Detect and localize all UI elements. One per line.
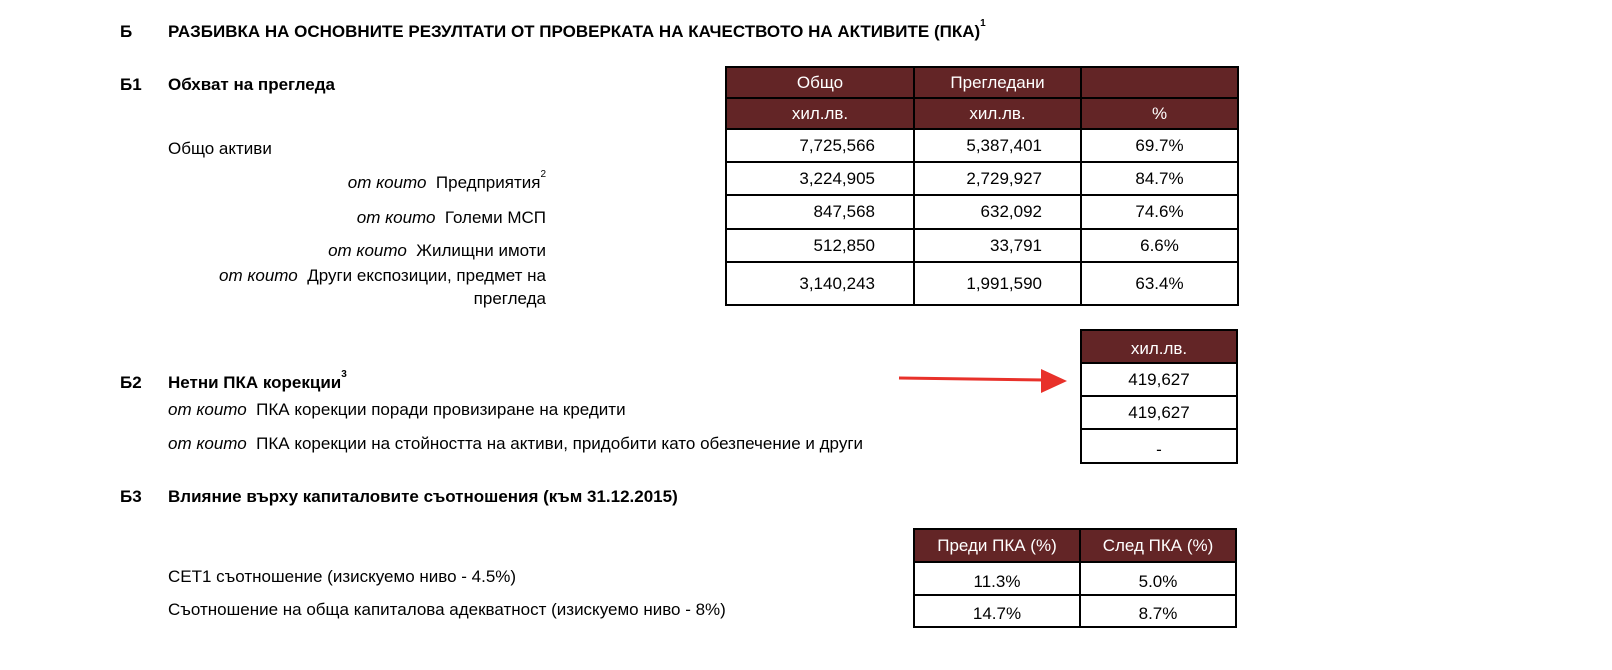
- b1-cell-total: 7,725,566: [726, 129, 914, 162]
- b1-label-text: Жилищни имоти: [416, 241, 546, 260]
- b1-label-other: [219, 264, 546, 310]
- b1-cell-pct: 74.6%: [1081, 195, 1238, 229]
- table-row: [914, 562, 1236, 595]
- section-code-b1: Б1: [120, 75, 142, 94]
- b1-cell-pct: 63.4%: [1081, 262, 1238, 305]
- b1-header-reviewed: Прегледани: [914, 67, 1081, 98]
- section-code-b3: Б3: [120, 487, 142, 506]
- section-code-b2: Б2: [120, 373, 142, 392]
- b2-label-provisioning: [168, 400, 626, 420]
- b3-table: [913, 528, 1237, 628]
- footnote-ref-3: 3: [341, 369, 347, 380]
- b1-label-text: Други експозиции, предмет на: [307, 266, 546, 285]
- b1-cell-total: 847,568: [726, 195, 914, 229]
- arrow-shaft: [899, 378, 1045, 380]
- b2-cell-total: 419,627: [1081, 363, 1237, 396]
- b3-cell-before: 14.7%: [914, 595, 1080, 627]
- b2-header-unit: хил.лв.: [1081, 330, 1237, 363]
- b1-prefix: от които: [347, 173, 427, 192]
- b1-label-text: Предприятия: [435, 173, 541, 192]
- b1-label-enterprises: [347, 169, 546, 193]
- b2-cell-provisioning: 419,627: [1081, 396, 1237, 429]
- b1-header-unit-total: хил.лв.: [726, 98, 914, 129]
- b2-label-text: ПКА корекции на стойността на активи, придобити като обезпечение и други: [256, 434, 864, 453]
- b1-table: [725, 66, 1239, 306]
- table-row: [1081, 363, 1237, 396]
- b2-cell-collateral: -: [1081, 429, 1237, 463]
- b1-label-total-assets: Общо активи: [168, 139, 272, 158]
- b2-prefix: от които: [168, 400, 247, 419]
- section-code-b: Б: [120, 22, 133, 41]
- section-title-b-text: РАЗБИВКА НА ОСНОВНИТЕ РЕЗУЛТАТИ ОТ ПРОВЕРКАТА НА КАЧЕСТВОТО НА АКТИВИТЕ (ПКА): [168, 22, 981, 41]
- b1-label-text-line2: прегледа: [473, 289, 546, 308]
- table-row: [726, 229, 1238, 262]
- b2-table: [1080, 329, 1238, 464]
- b2-label-collateral: [168, 434, 863, 454]
- b1-label-text: Големи МСП: [444, 208, 546, 227]
- b3-label-cet1: CET1 съотношение (изискуемо ниво - 4.5%): [168, 567, 517, 586]
- b1-cell-reviewed: 1,991,590: [914, 262, 1081, 305]
- arrow-head: [1041, 369, 1067, 393]
- b1-prefix: от които: [356, 208, 436, 227]
- footnote-ref-1: 1: [980, 18, 986, 29]
- table-row: [1081, 429, 1237, 463]
- b3-cell-after: 8.7%: [1080, 595, 1236, 627]
- footnote-ref-2: 2: [540, 169, 546, 180]
- section-title-b3: Влияние върху капиталовите съотношения (към 31.12.2015): [168, 487, 678, 506]
- table-row: [726, 162, 1238, 195]
- b1-cell-total: 3,224,905: [726, 162, 914, 195]
- table-row: [1081, 396, 1237, 429]
- b1-prefix: от които: [219, 266, 298, 285]
- b1-cell-total: 3,140,243: [726, 262, 914, 305]
- b1-cell-pct: 69.7%: [1081, 129, 1238, 162]
- section-title-b: [168, 18, 986, 42]
- b1-header-blank: [1081, 67, 1238, 98]
- b1-cell-total: 512,850: [726, 229, 914, 262]
- table-row: [726, 129, 1238, 162]
- red-arrow-icon: [895, 366, 1075, 394]
- b1-cell-reviewed: 33,791: [914, 229, 1081, 262]
- table-row: [726, 262, 1238, 305]
- b1-header-total: Общо: [726, 67, 914, 98]
- b3-header-after: След ПКА (%): [1080, 529, 1236, 562]
- b2-prefix: от които: [168, 434, 247, 453]
- table-row: [914, 595, 1236, 627]
- b1-label-large-sme: [357, 208, 546, 228]
- b1-cell-reviewed: 2,729,927: [914, 162, 1081, 195]
- b1-header-unit-reviewed: хил.лв.: [914, 98, 1081, 129]
- b1-header-unit-pct: %: [1081, 98, 1238, 129]
- b1-cell-reviewed: 632,092: [914, 195, 1081, 229]
- b1-cell-pct: 6.6%: [1081, 229, 1238, 262]
- section-title-b2: [168, 369, 347, 393]
- section-title-b2-text: Нетни ПКА корекции: [168, 373, 342, 392]
- b3-header-before: Преди ПКА (%): [914, 529, 1080, 562]
- b1-cell-pct: 84.7%: [1081, 162, 1238, 195]
- section-title-b1: Обхват на прегледа: [168, 75, 335, 94]
- b3-label-total-capital: Съотношение на обща капиталова адекватност (изискуемо ниво - 8%): [168, 600, 726, 619]
- b2-label-text: ПКА корекции поради провизиране на кредити: [256, 400, 626, 419]
- b3-cell-after: 5.0%: [1080, 562, 1236, 595]
- table-row: [726, 195, 1238, 229]
- b1-label-residential: [328, 241, 546, 261]
- b3-cell-before: 11.3%: [914, 562, 1080, 595]
- b1-cell-reviewed: 5,387,401: [914, 129, 1081, 162]
- b1-prefix: от които: [328, 241, 407, 260]
